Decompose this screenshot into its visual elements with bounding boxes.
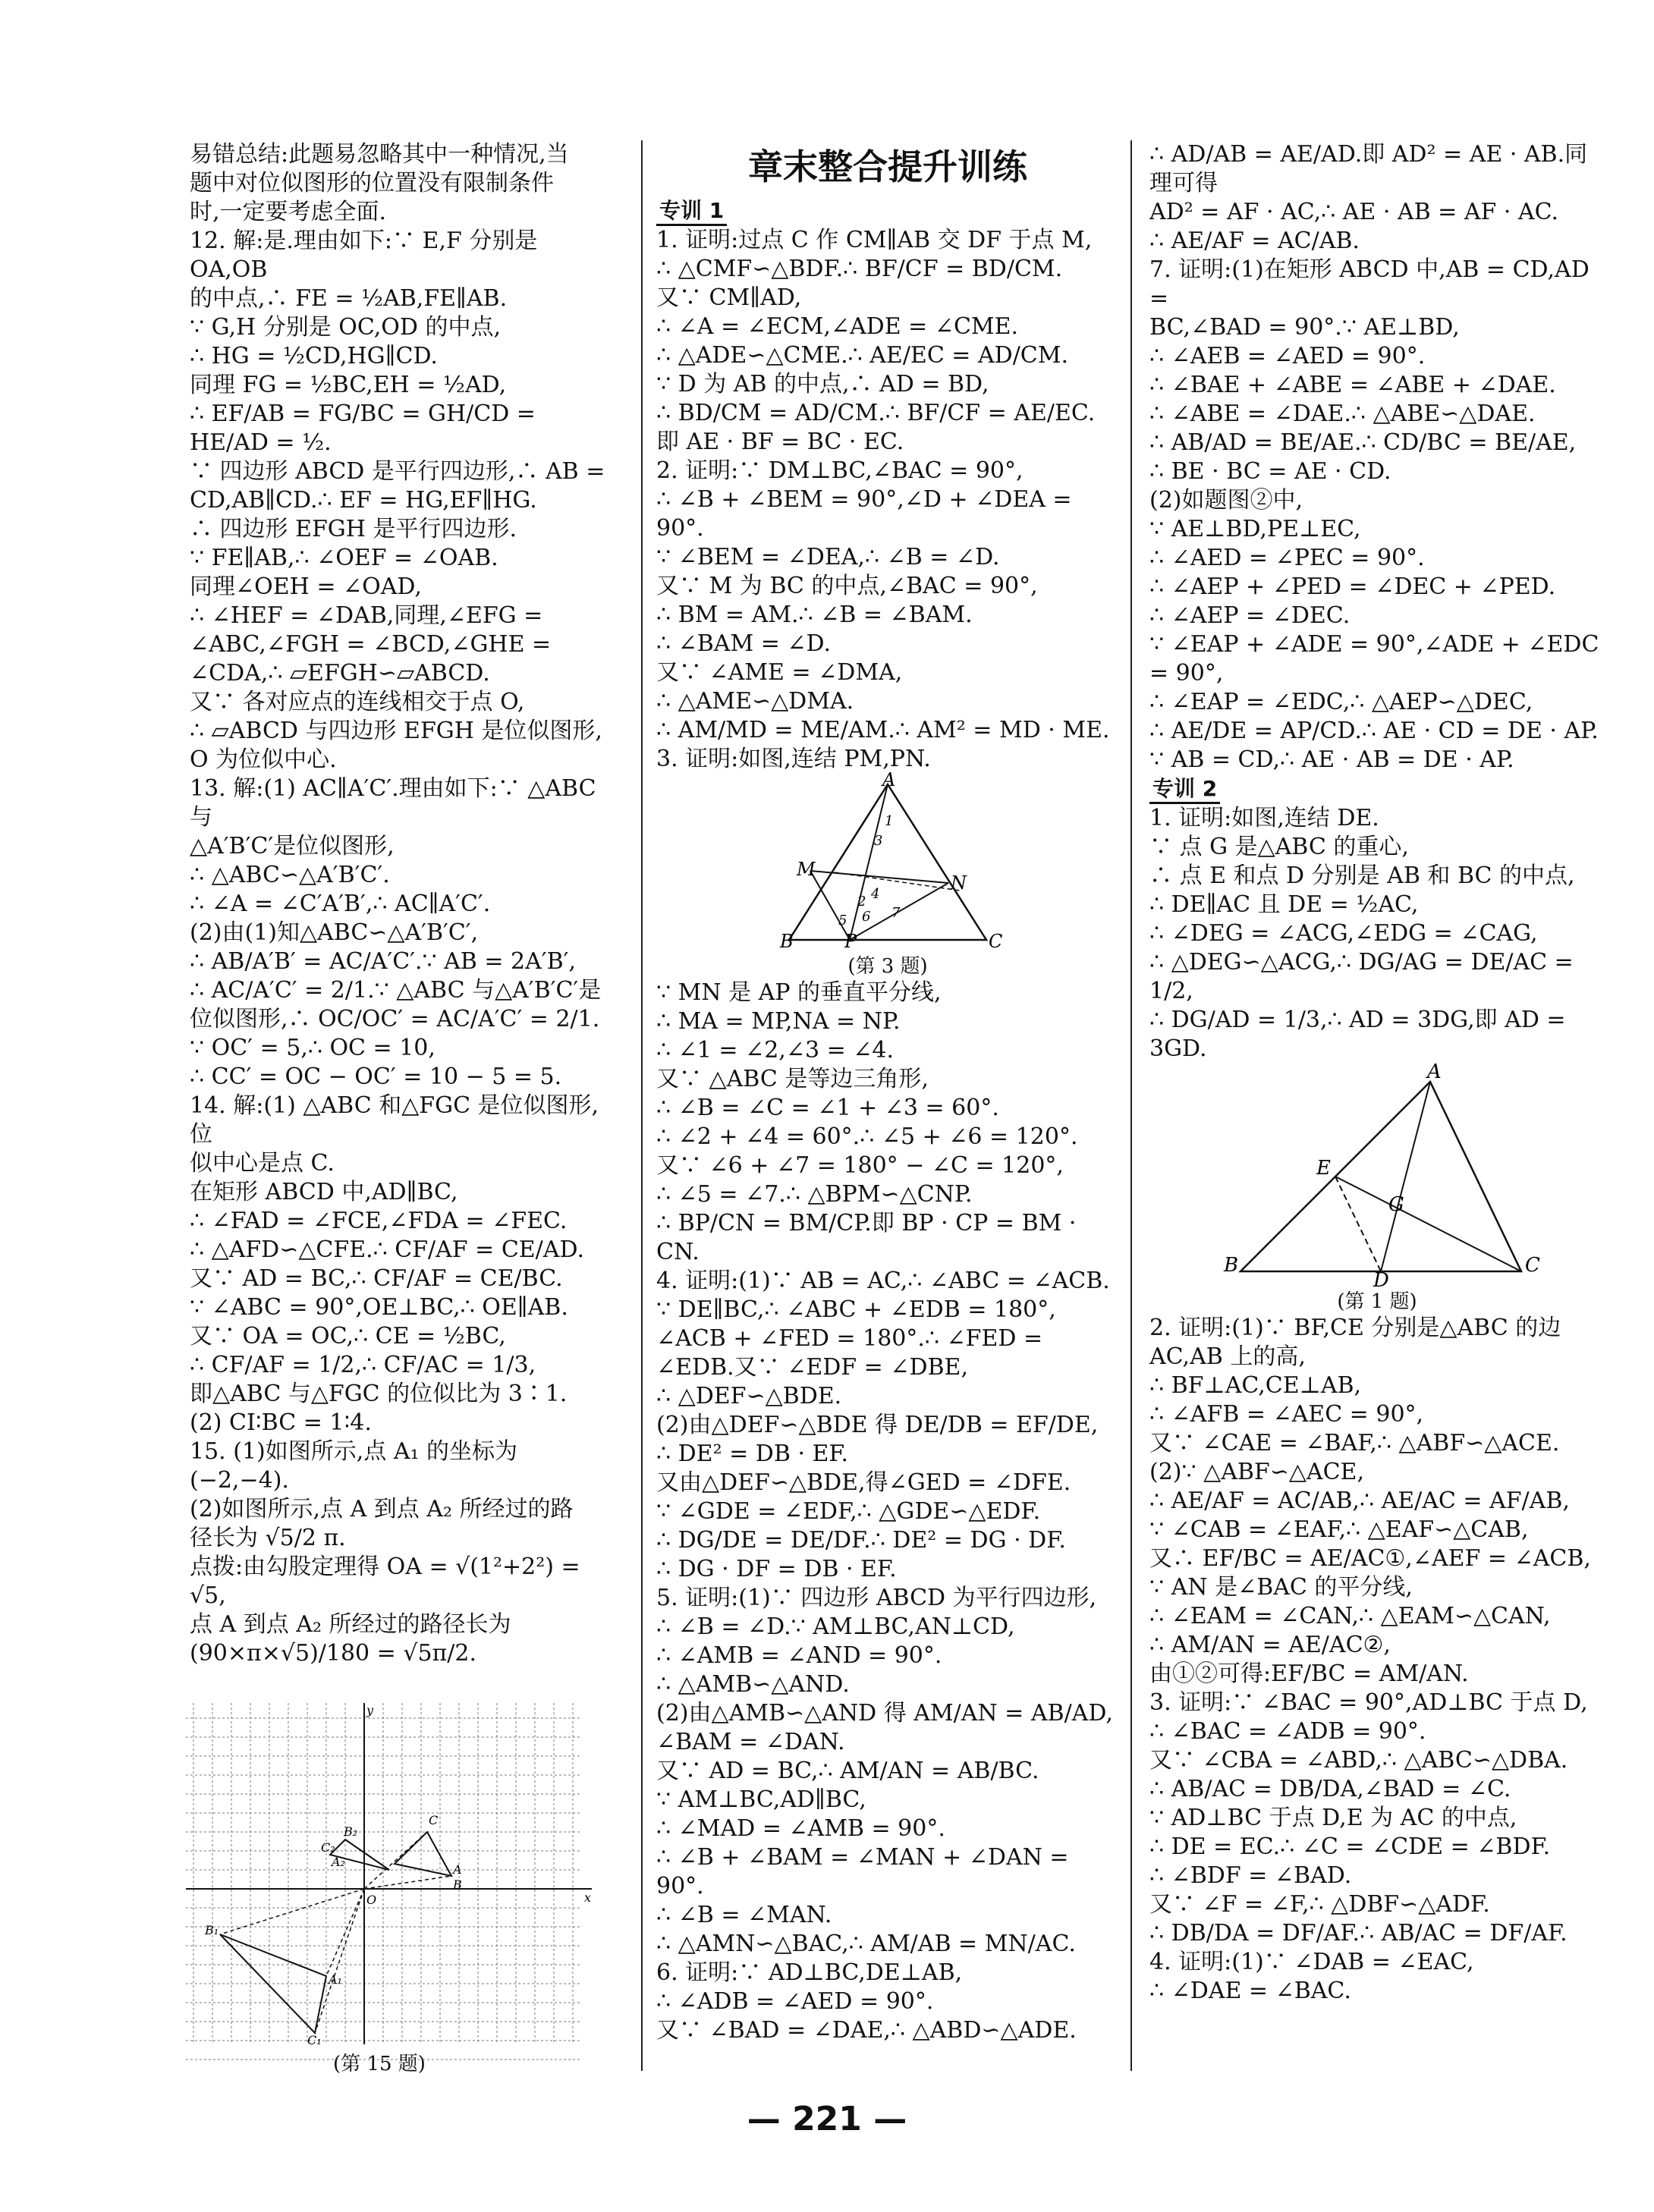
text-line: ∵ ∠CAB = ∠EAF,∴ △EAF∽△CAB, — [1149, 1516, 1529, 1543]
column-3-part-c — [1149, 1314, 1605, 2006]
text-line: (2)∵ △ABF∽△ACE, — [1149, 1459, 1364, 1485]
text-line: (90×π×√5)/180 = √5π/2. — [190, 1640, 477, 1667]
text-line: 15. (1)如图所示,点 A₁ 的坐标为(−2,−4). — [190, 1438, 518, 1494]
figure-15-grid — [186, 1703, 596, 2048]
text-line: ∵ OC′ = 5,∴ OC = 10, — [190, 1035, 436, 1061]
figure-1-triangle — [1218, 1060, 1540, 1292]
fig3-label: N — [951, 872, 967, 894]
text-line: ∴ ∠BDF = ∠BAD. — [1149, 1862, 1352, 1889]
text-line: ∴ DG/AD = 1/3,∴ AD = 3DG,即 AD = 3GD. — [1149, 1007, 1574, 1062]
text-line: 6. 证明:∵ AD⊥BC,DE⊥AB, — [656, 1959, 963, 1986]
fig15-label: B₁ — [205, 1923, 219, 1937]
text-line: ∴ MA = MP,NA = NP. — [656, 1008, 901, 1035]
text-line: 又由△DEF∽△BDE,得∠GED = ∠DFE. — [656, 1469, 1071, 1496]
text-line: ∴ ∠AEP + ∠PED = ∠DEC + ∠PED. — [1149, 573, 1556, 600]
fig15-label: C — [429, 1813, 439, 1827]
text-line: BC,∠BAD = 90°.∵ AE⊥BD, — [1149, 314, 1460, 341]
text-line: ∵ G,H 分别是 OC,OD 的中点, — [190, 314, 502, 341]
text-line: ∴ BD/CM = AD/CM.∴ BF/CF = AE/EC. — [656, 400, 1096, 426]
text-line: ∴ ∠ADB = ∠AED = 90°. — [656, 1988, 934, 2015]
text-line: ∴ ∠B = ∠D.∵ AM⊥BC,AN⊥CD, — [656, 1613, 1015, 1640]
text-line: 又∵ 各对应点的连线相交于点 O, — [190, 689, 525, 715]
text-line: ∴ AB/AC = DB/DA,∠BAD = ∠C. — [1149, 1776, 1511, 1802]
text-line: 又∵ ∠BAD = ∠DAE,∴ △ABD∽△ADE. — [656, 2017, 1077, 2044]
text-line: 又∵ ∠F = ∠F,∴ △DBF∽△ADF. — [1149, 1891, 1490, 1918]
text-line: ∠ACB + ∠FED = 180°.∴ ∠FED = — [656, 1325, 1043, 1352]
fig3-label: C — [989, 931, 1003, 952]
figure-15-caption: (第 15 题) — [333, 2053, 426, 2075]
fig15-label: C₁ — [307, 2033, 322, 2047]
fig1-label: C — [1525, 1254, 1540, 1277]
fig3-label: 5 — [838, 913, 847, 928]
text-line: ∵ DE∥BC,∴ ∠ABC + ∠EDB = 180°, — [656, 1296, 1056, 1323]
text-line: 同理∠OEH = ∠OAD, — [190, 573, 422, 600]
text-line: ∵ ∠GDE = ∠EDF,∴ △GDE∽△EDF. — [656, 1498, 1041, 1525]
text-line: 时,一定要考虑全面. — [190, 199, 387, 225]
column-divider-2 — [1130, 140, 1132, 2071]
fig15-label: y — [366, 1703, 374, 1717]
text-line: 又∵ ∠6 + ∠7 = 180° − ∠C = 120°, — [656, 1152, 1064, 1179]
fig3-label: 6 — [862, 909, 871, 925]
fig1-label: B — [1224, 1254, 1239, 1277]
text-line: ∵ AB = CD,∴ AE · AB = DE · AP. — [1149, 746, 1514, 773]
column-2-part-b — [656, 979, 1119, 2045]
text-line: (2)由△AMB∽△AND 得 AM/AN = AB/AD, — [656, 1700, 1113, 1727]
text-line: 12. 解:是.理由如下:∵ E,F 分别是 OA,OB — [190, 228, 545, 283]
text-line: 14. 解:(1) △ABC 和△FGC 是位似图形,位 — [190, 1092, 599, 1148]
text-line: 5. 证明:(1)∵ 四边形 ABCD 为平行四边形, — [656, 1585, 1097, 1611]
text-line: ∴ DE² = DB · EF. — [656, 1441, 849, 1467]
text-line: ∴ ∠A = ∠ECM,∠ADE = ∠CME. — [656, 313, 1019, 340]
text-line: 又∵ M 为 BC 的中点,∠BAC = 90°, — [656, 573, 1038, 599]
text-line: ∵ AE⊥BD,PE⊥EC, — [1149, 516, 1361, 542]
text-line: ∴ ∠EAP = ∠EDC,∴ △AEP∽△DEC, — [1149, 689, 1533, 715]
text-line: ∵ FE∥AB,∴ ∠OEF = ∠OAB. — [190, 545, 498, 571]
text-line: ∴ ∠B = ∠C = ∠1 + ∠3 = 60°. — [656, 1095, 999, 1121]
figure-3-caption: (第 3 题) — [847, 955, 928, 978]
text-line: 在矩形 ABCD 中,AD∥BC, — [190, 1179, 458, 1205]
column-divider-1 — [641, 140, 643, 2071]
text-line: ∵ D 为 AB 的中点,∴ AD = BD, — [656, 371, 989, 397]
text-line: 4. 证明:(1)∵ AB = AC,∴ ∠ABC = ∠ACB. — [656, 1268, 1110, 1294]
section-tag-1: 专训 1 — [656, 198, 727, 226]
text-line: ∴ ∠1 = ∠2,∠3 = ∠4. — [656, 1037, 895, 1064]
text-line: O 为位似中心. — [190, 746, 337, 773]
text-line: ∴ ∠FAD = ∠FCE,∠FDA = ∠FEC. — [190, 1208, 568, 1234]
fig1-label: A — [1427, 1060, 1442, 1083]
text-line: 又∵ AD = BC,∴ AM/AN = AB/BC. — [656, 1758, 1039, 1784]
text-line: ∴ △ADE∽△CME.∴ AE/EC = AD/CM. — [656, 342, 1069, 369]
text-line: 又∵ ∠CAE = ∠BAF,∴ △ABF∽△ACE. — [1149, 1430, 1560, 1456]
page-number: — 221 — — [747, 2100, 907, 2138]
text-line: ∴ ∠DEG = ∠ACG,∠EDG = ∠CAG, — [1149, 920, 1538, 947]
text-line: ∠EDB.又∵ ∠EDF = ∠DBE, — [656, 1354, 968, 1381]
text-line: 4. 证明:(1)∵ ∠DAB = ∠EAC, — [1149, 1949, 1474, 1975]
text-line: (2)由△DEF∽△BDE 得 DE/DB = EF/DE, — [656, 1412, 1099, 1438]
text-line: ∴ AM/AN = AE/AC②, — [1149, 1632, 1391, 1658]
fig15-label: C₂ — [321, 1840, 335, 1855]
text-line: ∴ ▱ABCD 与四边形 EFGH 是位似图形, — [190, 718, 602, 744]
figure-3-triangle — [774, 769, 1003, 952]
text-line: ∴ △AMB∽△AND. — [656, 1671, 850, 1698]
column-1 — [190, 140, 611, 1668]
figure-1-caption: (第 1 题) — [1337, 1290, 1417, 1313]
text-line: ∴ △DEG∽△ACG,∴ DG/AG = DE/AC = 1/2, — [1149, 949, 1581, 1004]
text-line: 即△ABC 与△FGC 的位似比为 3∶1. — [190, 1381, 568, 1407]
text-line: ∴ ∠B + ∠BAM = ∠MAN + ∠DAN = 90°. — [656, 1844, 1077, 1899]
text-line: ∴ BP/CN = BM/CP.即 BP · CP = BM · CN. — [656, 1210, 1083, 1265]
text-line: ∴ ∠AMB = ∠AND = 90°. — [656, 1642, 942, 1669]
text-line: ∴ 四边形 EFGH 是平行四边形. — [190, 516, 517, 542]
text-line: 的中点,∴ FE = ½AB,FE∥AB. — [190, 285, 508, 312]
text-line: ∴ ∠AED = ∠PEC = 90°. — [1149, 545, 1425, 571]
text-line: 即 AE · BF = BC · EC. — [656, 429, 904, 455]
text-line: ∵ AD⊥BC 于点 D,E 为 AC 的中点, — [1149, 1805, 1517, 1831]
text-line: ∵ 四边形 ABCD 是平行四边形,∴ AB = — [190, 458, 605, 485]
fig3-label: 2 — [857, 894, 866, 910]
text-line: ∴ ∠AEB = ∠AED = 90°. — [1149, 343, 1426, 369]
text-line: 点 A 到点 A₂ 所经过的路径长为 — [190, 1611, 511, 1638]
text-line: ∠ABC,∠FGH = ∠BCD,∠GHE = — [190, 631, 552, 658]
text-line: 1. 证明:如图,连结 DE. — [1149, 805, 1379, 831]
fig1-label: G — [1388, 1193, 1404, 1216]
fig15-label: x — [584, 1890, 592, 1905]
text-line: 同理 FG = ½BC,EH = ½AD, — [190, 372, 507, 398]
text-line: ∠CDA,∴ ▱EFGH∽▱ABCD. — [190, 660, 490, 687]
column-2-part-a — [656, 226, 1119, 774]
fig1-label: E — [1316, 1157, 1331, 1180]
text-line: ∴ ∠EAM = ∠CAN,∴ △EAM∽△CAN, — [1149, 1603, 1551, 1629]
text-line: 7. 证明:(1)在矩形 ABCD 中,AB = CD,AD = — [1149, 256, 1597, 312]
text-line: 3. 证明:∵ ∠BAC = 90°,AD⊥BC 于点 D, — [1149, 1689, 1588, 1716]
fig3-label: 1 — [885, 813, 894, 829]
text-line: 又∴ EF/BC = AE/AC①,∠AEF = ∠ACB, — [1149, 1545, 1591, 1572]
text-line: ∴ AM/MD = ME/AM.∴ AM² = MD · ME. — [656, 717, 1110, 743]
text-line: ∴ ∠2 + ∠4 = 60°.∴ ∠5 + ∠6 = 120°. — [656, 1123, 1078, 1150]
text-line: ∴ △CMF∽△BDF.∴ BF/CF = BD/CM. — [656, 256, 1063, 282]
text-line: ∴ DG · DF = DB · EF. — [656, 1556, 897, 1582]
text-line: 又∵ CM∥AD, — [656, 284, 802, 311]
text-line: ∴ ∠AEP = ∠DEC. — [1149, 602, 1351, 629]
text-line: ∴ AD/AB = AE/AD.即 AD² = AE · AB.同理可得 — [1149, 141, 1588, 196]
column-3-part-a — [1149, 140, 1605, 775]
text-line: 13. 解:(1) AC∥A′C′.理由如下:∵ △ABC 与 — [190, 775, 604, 831]
text-line: 又∵ ∠CBA = ∠ABD,∴ △ABC∽△DBA. — [1149, 1747, 1568, 1774]
text-line: AC,AB 上的高, — [1149, 1343, 1306, 1370]
text-line: ∴ △ABC∽△A′B′C′. — [190, 862, 390, 888]
text-line: 点拨:由勾股定理得 OA = √(1²+2²) = √5, — [190, 1554, 588, 1609]
text-line: ∴ ∠AFB = ∠AEC = 90°, — [1149, 1401, 1424, 1428]
text-line: 径长为 √5/2 π. — [190, 1525, 346, 1551]
fig3-label: 4 — [871, 886, 880, 902]
text-line: ∴ AB/AD = BE/AE.∴ CD/BC = BE/AE, — [1149, 429, 1577, 456]
section-tag-2: 专训 2 — [1149, 776, 1220, 804]
text-line: 似中心是点 C. — [190, 1150, 335, 1177]
text-line: ∴ △DEF∽△BDE. — [656, 1383, 842, 1409]
text-line: ∴ HG = ½CD,HG∥CD. — [190, 343, 438, 369]
text-line: 又∵ △ABC 是等边三角形, — [656, 1066, 929, 1092]
text-line: 又∵ ∠AME = ∠DMA, — [656, 659, 903, 686]
text-line: ∴ ∠HEF = ∠DAB,同理,∠EFG = — [190, 602, 543, 629]
text-line: 由①②可得:EF/BC = AM/AN. — [1149, 1661, 1469, 1687]
fig15-label: O — [366, 1893, 377, 1907]
fig1-label: D — [1373, 1269, 1389, 1292]
text-line: ∴ BM = AM.∴ ∠B = ∠BAM. — [656, 602, 973, 628]
text-line: 2. 证明:∵ DM⊥BC,∠BAC = 90°, — [656, 457, 1024, 484]
text-line: 1. 证明:过点 C 作 CM∥AB 交 DF 于点 M, — [656, 227, 1093, 253]
text-line: ∵ AN 是∠BAC 的平分线, — [1149, 1574, 1413, 1601]
text-line: ∴ ∠B = ∠MAN. — [656, 1902, 832, 1928]
text-line: 位似图形,∴ OC/OC′ = AC/A′C′ = 2/1. — [190, 1006, 600, 1032]
text-line: ∵ MN 是 AP 的垂直平分线, — [656, 979, 942, 1006]
text-line: (2)由(1)知△ABC∽△A′B′C′, — [190, 919, 479, 946]
fig15-label: A₁ — [329, 1972, 342, 1987]
text-line: ∴ EF/AB = FG/BC = GH/CD = HE/AD = ½. — [190, 401, 543, 456]
text-line: ∴ AB/A′B′ = AC/A′C′.∵ AB = 2A′B′, — [190, 948, 576, 975]
text-line: ∵ ∠BEM = ∠DEA,∴ ∠B = ∠D. — [656, 544, 1000, 570]
text-line: ∴ BE · BC = AE · CD. — [1149, 458, 1391, 485]
text-line: ∴ CF/AF = 1/2,∴ CF/AC = 1/3, — [190, 1352, 536, 1378]
section-title: 章末整合提升训练 — [748, 146, 1027, 187]
text-line: 又∵ OA = OC,∴ CE = ½BC, — [190, 1323, 506, 1350]
text-line: ∴ ∠BAE + ∠ABE = ∠ABE + ∠DAE. — [1149, 372, 1556, 398]
fig3-label: A — [882, 769, 896, 790]
fig3-label: 7 — [891, 905, 901, 921]
fig3-label: 3 — [874, 833, 883, 849]
fig15-label: B — [453, 1877, 462, 1892]
text-line: ∠BAM = ∠DAN. — [656, 1729, 845, 1755]
column-3 — [1149, 140, 1605, 2006]
text-line: ∴ ∠BAC = ∠ADB = 90°. — [1149, 1718, 1426, 1745]
fig15-label: B₂ — [344, 1824, 358, 1839]
text-line: ∴ ∠DAE = ∠BAC. — [1149, 1978, 1351, 2004]
text-line: ∴ 点 E 和点 D 分别是 AB 和 BC 的中点, — [1149, 862, 1575, 889]
text-line: ∴ ∠ABE = ∠DAE.∴ △ABE∽△DAE. — [1149, 401, 1536, 427]
text-line: 题中对位似图形的位置没有限制条件 — [190, 170, 554, 196]
column-3-part-b — [1149, 804, 1605, 1064]
text-line: ∵ ∠EAP + ∠ADE = 90°,∠ADE + ∠EDC = 90°, — [1149, 631, 1606, 687]
text-line: ∴ △AMN∽△BAC,∴ AM/AB = MN/AC. — [656, 1931, 1076, 1957]
text-line: ∴ CC′ = OC − OC′ = 10 − 5 = 5. — [190, 1064, 562, 1090]
text-line: ∴ DG/DE = DE/DF.∴ DE² = DG · DF. — [656, 1527, 1066, 1554]
text-line: AD² = AF · AC,∴ AE · AB = AF · AC. — [1149, 199, 1559, 225]
text-line: ∴ DE = EC.∴ ∠C = ∠CDE = ∠BDF. — [1149, 1833, 1551, 1860]
text-line: CD,AB∥CD.∴ EF = HG,EF∥HG. — [190, 487, 537, 514]
text-line: (2) CI∶BC = 1∶4. — [190, 1409, 372, 1436]
text-line: ∵ 点 G 是△ABC 的重心, — [1149, 834, 1409, 860]
fig15-label: A — [453, 1862, 462, 1877]
text-line: ∴ △AME∽△DMA. — [656, 688, 854, 715]
fig15-label: A₂ — [332, 1855, 345, 1869]
text-line: 易错总结:此题易忽略其中一种情况,当 — [190, 141, 569, 168]
text-line: ∴ DE∥AC 且 DE = ½AC, — [1149, 891, 1419, 918]
text-line: 2. 证明:(1)∵ BF,CE 分别是△ABC 的边 — [1149, 1315, 1561, 1341]
text-line: 3. 证明:如图,连结 PM,PN. — [656, 746, 931, 772]
text-line: ∴ AE/AF = AC/AB,∴ AE/AC = AF/AB, — [1149, 1488, 1570, 1514]
fig3-label: B — [780, 931, 794, 952]
text-line: ∵ ∠ABC = 90°,OE⊥BC,∴ OE∥AB. — [190, 1294, 568, 1321]
text-line: ∴ ∠5 = ∠7.∴ △BPM∽△CNP. — [656, 1181, 973, 1208]
text-line: ∵ AM⊥BC,AD∥BC, — [656, 1786, 866, 1813]
text-line: (2)如题图②中, — [1149, 487, 1303, 514]
text-line: ∴ ∠B + ∠BEM = 90°,∠D + ∠DEA = 90°. — [656, 486, 1080, 542]
text-line: ∴ AE/DE = AP/CD.∴ AE · CD = DE · AP. — [1149, 718, 1599, 744]
fig3-label: M — [797, 859, 816, 880]
text-line: 又∵ AD = BC,∴ CF/AF = CE/BC. — [190, 1265, 563, 1292]
text-line: ∴ BF⊥AC,CE⊥AB, — [1149, 1372, 1362, 1399]
text-line: ∴ AC/A′C′ = 2/1.∵ △ABC 与△A′B′C′是 — [190, 977, 602, 1004]
fig3-label: P — [844, 931, 857, 952]
text-line: ∴ ∠BAM = ∠D. — [656, 630, 832, 657]
text-line: ∴ DB/DA = DF/AF.∴ AB/AC = DF/AF. — [1149, 1920, 1568, 1946]
text-line: ∴ ∠A = ∠C′A′B′,∴ AC∥A′C′. — [190, 891, 491, 917]
text-line: ∴ △AFD∽△CFE.∴ CF/AF = CE/AD. — [190, 1236, 584, 1263]
text-line: ∴ AE/AF = AC/AB. — [1149, 228, 1360, 254]
text-line: ∴ ∠MAD = ∠AMB = 90°. — [656, 1815, 945, 1842]
column-2 — [656, 140, 1119, 2045]
text-line: (2)如图所示,点 A 到点 A₂ 所经过的路 — [190, 1496, 574, 1522]
text-line: △A′B′C′是位似图形, — [190, 833, 395, 859]
